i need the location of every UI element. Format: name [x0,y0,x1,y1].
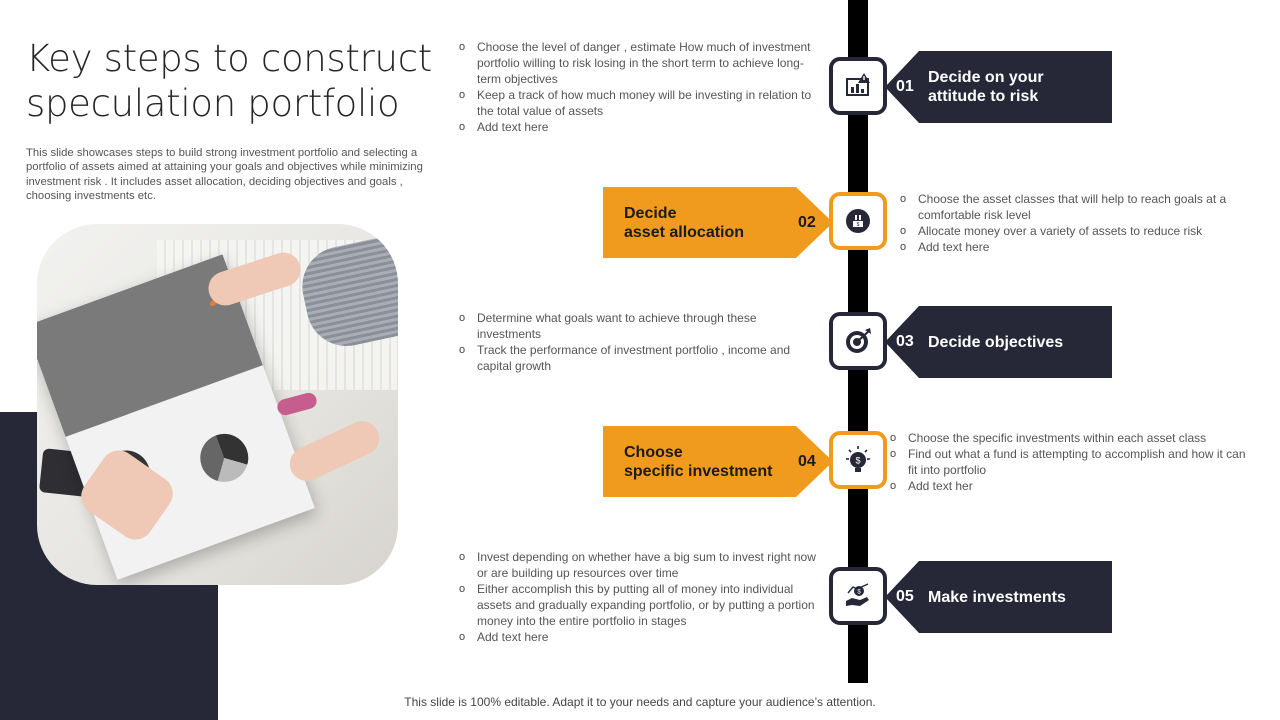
list-item: o Add text here [457,119,817,135]
slide-description: This slide showcases steps to build strong investment portfolio and selecting a portfolio of assets aimed at attaining your goals and objectives while minimizing investment risk . It includes asset allocation, deciding objectives and goals , choosing investments etc. [26,147,423,203]
svg-text:$: $ [857,589,861,596]
step-02-bullets [898,191,1268,255]
list-item: o Add text here [898,239,1268,255]
svg-text:$: $ [856,222,860,228]
risk-chart-warning-icon [843,71,873,101]
list-item: o Choose the asset classes that will help to reach goals at a comfortable risk level [898,191,1268,223]
step-03-number: 03 [896,333,914,350]
step-01-number: 01 [896,78,914,95]
hand-investment-icon [843,581,873,611]
list-item: o Add text her [888,478,1258,494]
step-03-icon-box [829,312,887,370]
step-05-bullets [457,549,829,645]
target-icon [843,326,873,356]
step-01-icon-box [829,57,887,115]
list-item: o Find out what a fund is attempting to accomplish and how it can fit into portfolio [888,446,1258,478]
svg-text:$: $ [855,455,861,466]
step-04-icon-box [829,431,887,489]
step-03-label: Decide objectives [928,334,1064,351]
step-04-label: Choose specific investment [624,444,773,480]
investment-idea-icon [843,445,873,475]
list-item: o Either accomplish this by putting all of money into individual assets and gradually expanding portfolio, or by putting a portion money into the entire portfolio in stages [457,581,829,629]
list-item: o Invest depending on whether have a big sum to invest right now or are building up resources over time [457,549,829,581]
business-report-photo [37,224,398,585]
step-05-number: 05 [896,588,914,605]
list-item: o Choose the level of danger , estimate How much of investment portfolio willing to risk losing in the short term to achieve long-term objectives [457,39,817,87]
step-04-bullets [888,430,1258,494]
list-item: o Allocate money over a variety of assets to reduce risk [898,223,1268,239]
slide-title: Key steps to construct speculation portfolio [26,37,432,125]
list-item: o Choose the specific investments within each asset class [888,430,1258,446]
list-item: o Add text here [457,629,829,645]
step-05-icon-box [829,567,887,625]
list-item: o Track the performance of investment portfolio , income and capital growth [457,342,807,374]
list-item: o Determine what goals want to achieve through these investments [457,310,807,342]
slide-footer: This slide is 100% editable. Adapt it to your needs and capture your audience’s attention. [404,695,876,709]
step-01-label: Decide on your attitude to risk [928,69,1044,105]
list-item: o Keep a track of how much money will be investing in relation to the total value of assets [457,87,817,119]
step-01-bullets [457,39,817,135]
step-05-label: Make investments [928,589,1066,606]
step-03-bullets [457,310,807,374]
step-04-number: 04 [798,453,816,470]
step-02-icon-box [829,192,887,250]
step-02-label: Decide asset allocation [624,205,745,241]
step-02-number: 02 [798,214,816,231]
asset-allocation-icon [843,206,873,236]
